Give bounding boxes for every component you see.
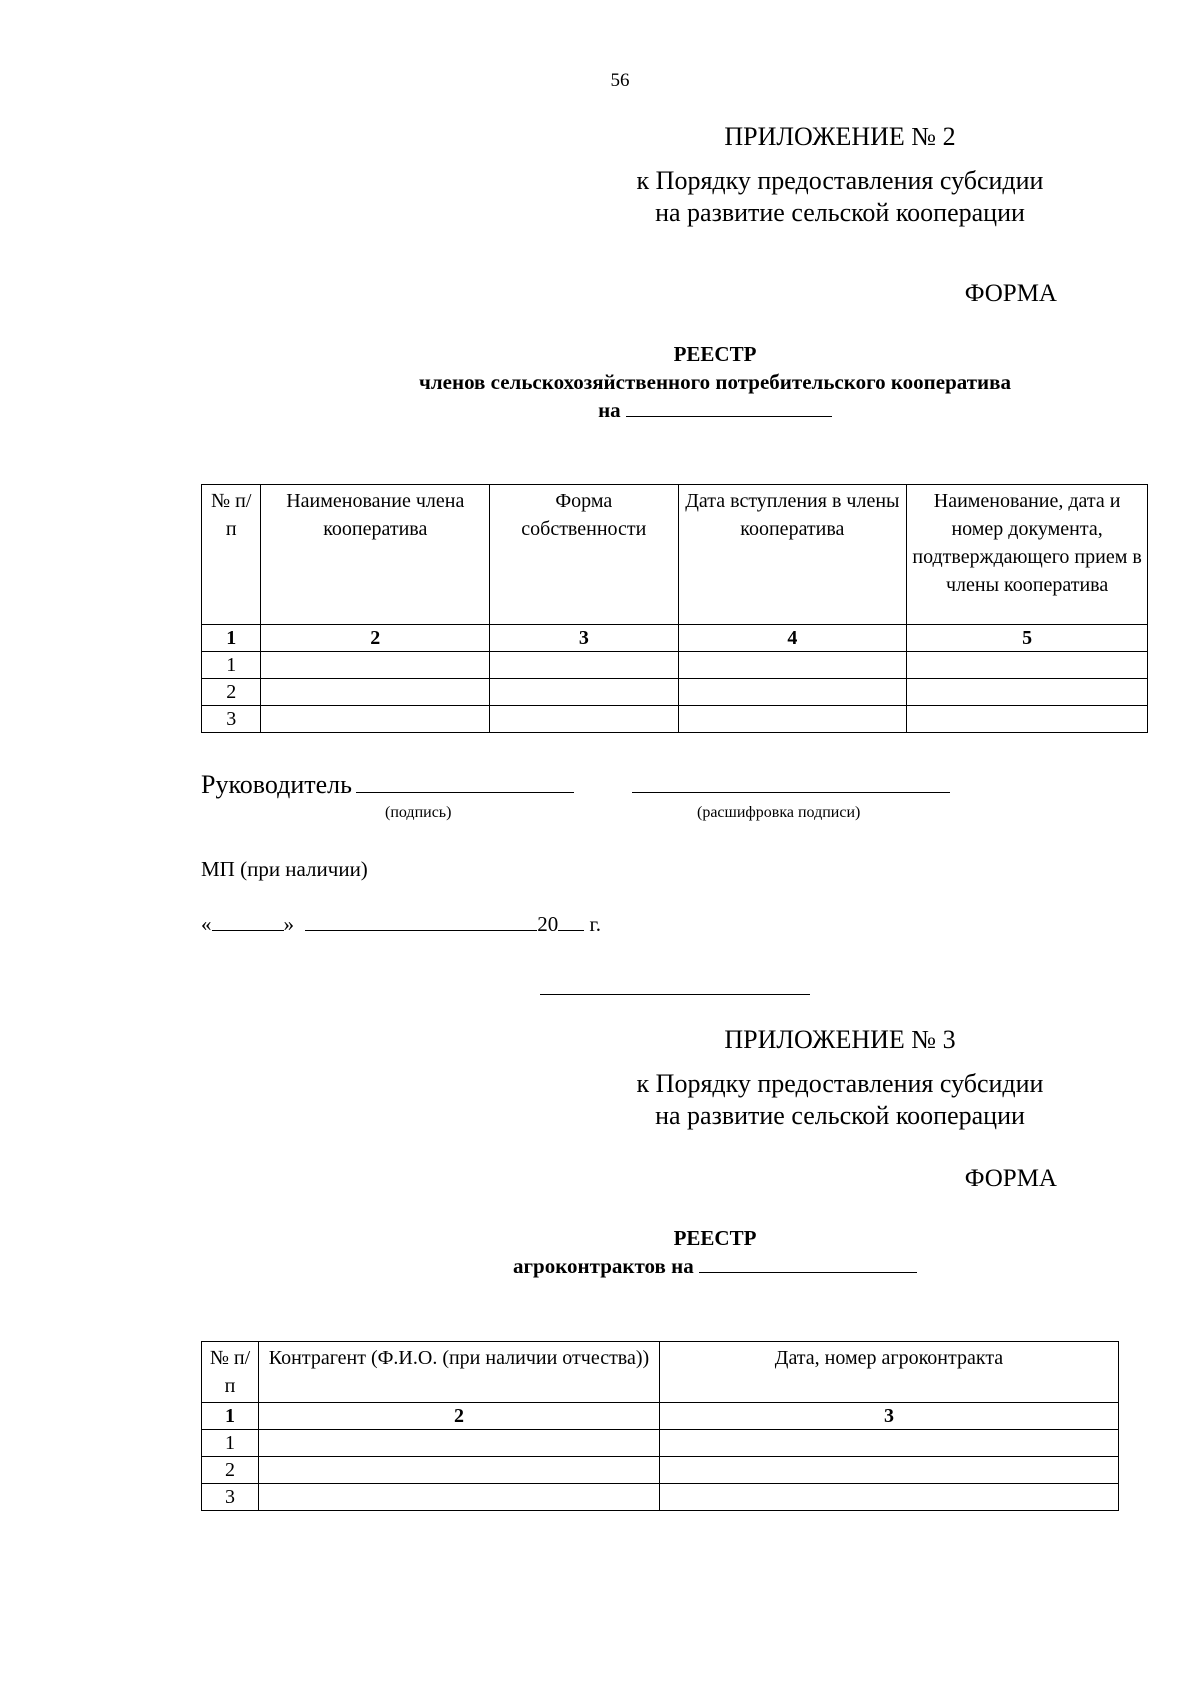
signature-decode-hint: (расшифровка подписи) xyxy=(697,804,861,821)
table-cell[interactable] xyxy=(660,1430,1119,1457)
column-number: 2 xyxy=(259,1403,660,1430)
appendix-3-form-label: ФОРМА xyxy=(964,1165,1057,1192)
table-row xyxy=(202,706,1148,733)
appendix-2-form-label: ФОРМА xyxy=(964,280,1057,307)
table-cell[interactable] xyxy=(259,1484,660,1511)
table-cell[interactable] xyxy=(490,679,678,706)
table-header-row xyxy=(202,485,1148,625)
appendix-2-subtitle-line2: на развитие сельской кооперации xyxy=(655,198,1025,227)
appendix-2-subtitle xyxy=(0,165,1200,229)
table-cell[interactable] xyxy=(490,652,678,679)
column-number: 1 xyxy=(202,1403,259,1430)
year-prefix: 20 xyxy=(537,912,559,936)
header-cell-join-date: Дата вступления в члены кооператива xyxy=(678,485,907,625)
table-row xyxy=(202,652,1148,679)
date-row xyxy=(201,912,601,937)
column-number: 1 xyxy=(202,625,261,652)
row-number: 2 xyxy=(202,1457,259,1484)
appendix-3-subtitle-line2: на развитие сельской кооперации xyxy=(655,1101,1025,1130)
appendix-2-reestr-date-line xyxy=(0,396,1200,424)
table-cell[interactable] xyxy=(678,679,907,706)
table-cell[interactable] xyxy=(261,652,490,679)
table-row xyxy=(202,1457,1119,1484)
header-cell-document: Наименование, дата и номер документа, подтверждающего прием в члены кооператива xyxy=(907,485,1148,625)
table-cell[interactable] xyxy=(259,1457,660,1484)
table-cell[interactable] xyxy=(907,679,1148,706)
page-number: 56 xyxy=(610,70,630,91)
signature-hint: (подпись) xyxy=(385,804,452,821)
signature-decode-blank[interactable] xyxy=(632,770,950,793)
header-cell-counterparty: Контрагент (Ф.И.О. (при наличии отчества)) xyxy=(259,1342,660,1403)
signature-row xyxy=(201,770,950,800)
stamp-label: МП (при наличии) xyxy=(201,857,368,881)
appendix-2-reestr-heading xyxy=(0,340,1200,424)
table-cell[interactable] xyxy=(660,1457,1119,1484)
date-open-quote: « xyxy=(201,912,212,936)
year-blank[interactable] xyxy=(558,912,584,931)
table-row xyxy=(202,1430,1119,1457)
header-cell-number: № п/п xyxy=(202,485,261,625)
appendix-2-reestr-subtitle: членов сельскохозяйственного потребительского кооператива xyxy=(419,370,1011,394)
appendix-3-reestr-date-line xyxy=(0,1252,1200,1280)
column-number: 3 xyxy=(490,625,678,652)
row-number: 2 xyxy=(202,679,261,706)
members-registry-table xyxy=(201,484,1148,733)
head-label: Руководитель xyxy=(201,770,352,799)
header-cell-ownership: Форма собственности xyxy=(490,485,678,625)
header-cell-member-name: Наименование члена кооператива xyxy=(261,485,490,625)
header-cell-contract: Дата, номер агроконтракта xyxy=(660,1342,1119,1403)
column-number-row xyxy=(202,625,1148,652)
column-number: 5 xyxy=(907,625,1148,652)
appendix-2-reestr-title: РЕЕСТР xyxy=(673,342,757,366)
row-number: 3 xyxy=(202,1484,259,1511)
appendix-3-date-blank[interactable] xyxy=(699,1252,917,1273)
appendix-2-title: ПРИЛОЖЕНИЕ № 2 xyxy=(724,122,956,151)
column-number: 2 xyxy=(261,625,490,652)
header-cell-number: № п/п xyxy=(202,1342,259,1403)
date-close-quote: » xyxy=(283,912,294,936)
table-cell[interactable] xyxy=(261,706,490,733)
appendix-2-subtitle-line1: к Порядку предоставления субсидии xyxy=(636,166,1044,195)
day-blank[interactable] xyxy=(212,912,284,931)
appendix-3-reestr-heading xyxy=(0,1224,1200,1280)
row-number: 1 xyxy=(202,652,261,679)
signature-blank[interactable] xyxy=(356,770,574,793)
year-suffix: г. xyxy=(589,912,601,936)
appendix-3-reestr-title: РЕЕСТР xyxy=(673,1226,757,1250)
appendix-3-subtitle-line1: к Порядку предоставления субсидии xyxy=(636,1069,1044,1098)
appendix-2-date-blank[interactable] xyxy=(626,396,832,417)
column-number: 4 xyxy=(678,625,907,652)
appendix-3-title: ПРИЛОЖЕНИЕ № 3 xyxy=(724,1025,956,1054)
column-number-row xyxy=(202,1403,1119,1430)
column-number: 3 xyxy=(660,1403,1119,1430)
appendix-2-reestr-on: на xyxy=(598,398,621,422)
row-number: 3 xyxy=(202,706,261,733)
table-cell[interactable] xyxy=(678,706,907,733)
table-cell[interactable] xyxy=(907,652,1148,679)
table-row xyxy=(202,679,1148,706)
appendix-3-subtitle xyxy=(0,1068,1200,1132)
table-header-row xyxy=(202,1342,1119,1403)
table-cell[interactable] xyxy=(261,679,490,706)
appendix-3-reestr-subtitle: агроконтрактов на xyxy=(513,1254,694,1278)
table-row xyxy=(202,1484,1119,1511)
table-cell[interactable] xyxy=(490,706,678,733)
row-number: 1 xyxy=(202,1430,259,1457)
table-cell[interactable] xyxy=(259,1430,660,1457)
section-separator xyxy=(540,994,810,995)
table-cell[interactable] xyxy=(660,1484,1119,1511)
month-blank[interactable] xyxy=(305,912,537,931)
table-cell[interactable] xyxy=(907,706,1148,733)
table-cell[interactable] xyxy=(678,652,907,679)
agrocontracts-registry-table xyxy=(201,1341,1119,1511)
